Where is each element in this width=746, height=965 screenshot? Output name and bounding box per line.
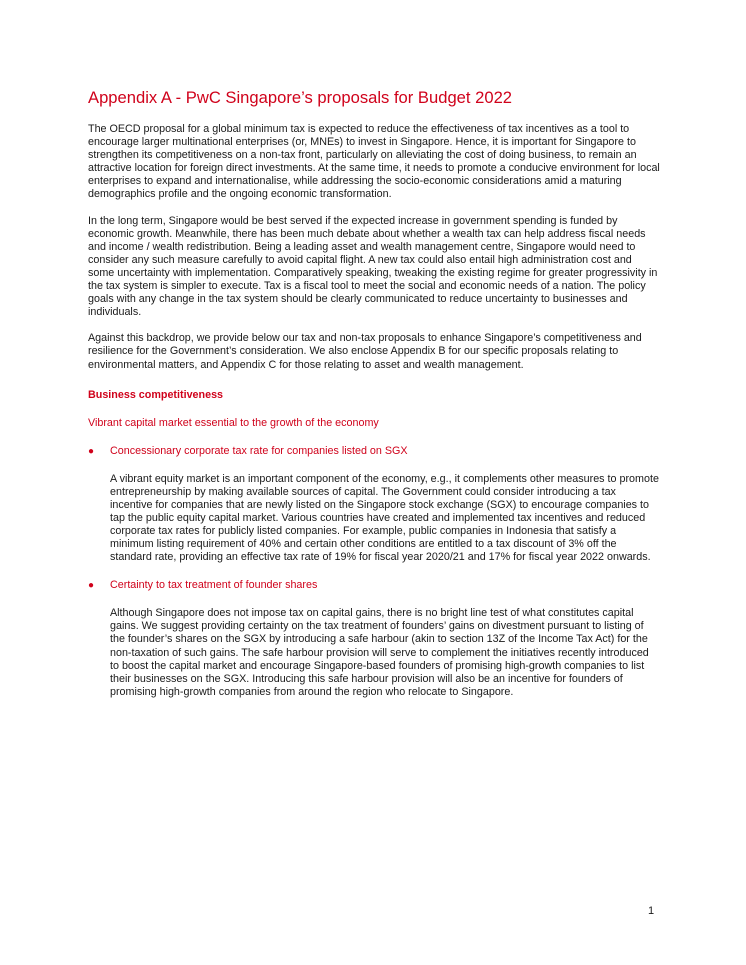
bullet-body: Although Singapore does not impose tax on capital gains, there is no bright line test of what constitutes capital gains. We suggest providing certainty on the tax treatment of founders’ gains on divestment pursuant to listing of the founder’s shares on the SGX by introducing a safe harbour (akin to section 13Z of the Income Tax Act) for the non-taxation of such gains. The safe harbour provision will serve to complement the initiatives recently introduced to boost the capital market and encourage Singapore-based founders of promising high-growth companies to list their businesses on the SGX. Introducing this safe harbour provision will also be an incentive for founders of promising high-growth companies from around the region who relocate to Singapore.: [110, 607, 649, 698]
bullet-icon: ●: [88, 445, 95, 457]
bullet-item: [88, 579, 660, 592]
page-title: Appendix A - PwC Singapore’s proposals for Budget 2022: [88, 88, 513, 107]
bullet-body: A vibrant equity market is an important component of the economy, e.g., it complements other measures to promote entrepreneurship by making available sources of capital. The Government could consider introducing a tax incentive for companies that are newly listed on the Singapore stock exchange (SGX) to encourage companies to tap the public equity capital market. Various countries have created and implemented tax incentives and reduced corporate tax rates for publicly listed companies. For example, public companies in Indonesia that satisfy a minimum listing requirement of 40% and certain other conditions are entitled to a tax discount of 3% off the standard rate, providing an effective tax rate of 19% for fiscal year 2020/21 and 17% for fiscal year 2022 onwards.: [110, 472, 659, 564]
section-heading: Business competitiveness: [88, 388, 224, 401]
intro-paragraph-2: In the long term, Singapore would be best served if the expected increase in government spending is funded by economic growth. Meanwhile, there has been much debate about whether a wealth tax can help address fiscal needs and income / wealth redistribution. Being a leading asset and wealth management centre, Singapore would need to consider any such measure carefully to avoid capital flight. A new tax could also entail high administration cost and some uncertainty with implementation. Comparatively speaking, tweaking the existing regime for greater progressivity in the tax system is simpler to execute. Tax is a fiscal tool to meet the social and economic needs of a nation. The policy goals with any change in the tax system should be clearly communicated to reduce uncertainty to businesses and individuals.: [88, 214, 658, 319]
page-number: 1: [648, 905, 655, 917]
bullet-item: [88, 445, 660, 458]
intro-paragraph-3: Against this backdrop, we provide below our tax and non-tax proposals to enhance Singapore’s competitiveness and resilience for the Government’s consideration. We also enclose Appendix B for our specific proposals relating to environmental matters, and Appendix C for those relating to asset and wealth management.: [88, 332, 642, 371]
bullet-icon: ●: [88, 580, 95, 592]
intro-paragraph-1: The OECD proposal for a global minimum tax is expected to reduce the effectiveness of tax incentives as a tool to encourage larger multinational enterprises (or, MNEs) to invest in Singapore. Hence, it is important for Singapore to strengthen its competitiveness on a non-tax front, particularly on alleviating the cost of doing business, to remain an attractive location for foreign direct investments. At the same time, it needs to promote a conducive environment for local enterprises to expand and internationalise, while addressing the socio-economic considerations amid a maturing demographics profile and the ongoing economic transformation.: [88, 123, 660, 201]
bullet-label: Certainty to tax treatment of founder shares: [110, 579, 318, 592]
subheading: Vibrant capital market essential to the growth of the economy: [88, 416, 379, 429]
document-page: [88, 88, 660, 712]
bullet-label: Concessionary corporate tax rate for companies listed on SGX: [110, 444, 408, 457]
